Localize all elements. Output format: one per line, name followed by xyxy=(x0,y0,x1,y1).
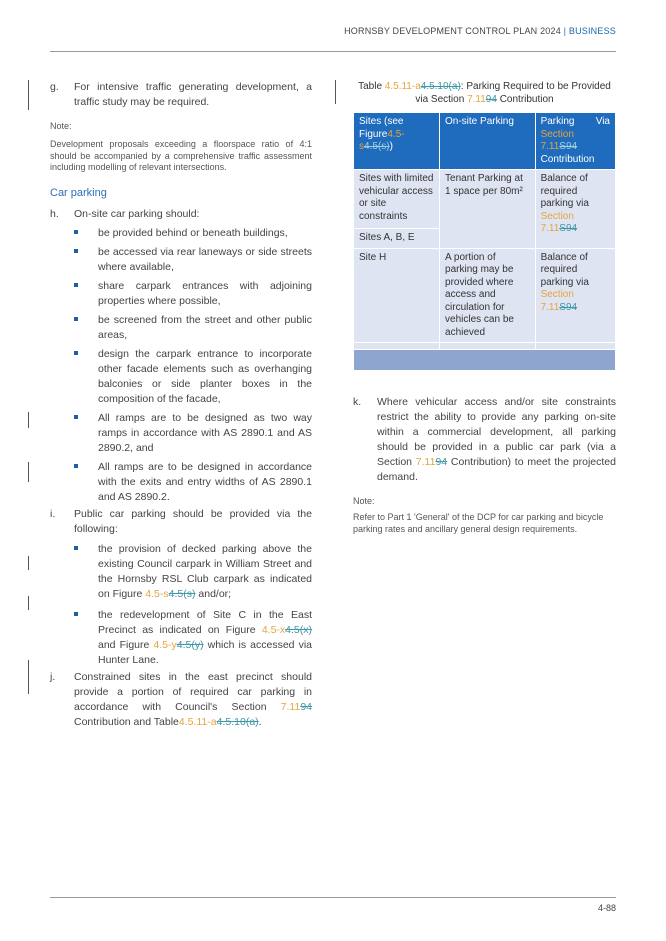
clause-j xyxy=(50,670,312,730)
list-item xyxy=(50,460,312,505)
cell-text: Sites A, B, E xyxy=(359,232,415,243)
table-header-cell xyxy=(535,113,615,170)
deleted-text: 4.5.10(a) xyxy=(216,715,259,728)
text-run: the provision of decked parking above the existing Council carpark in William Street and the Hornsby RSL Club carpark as indicated on Figure xyxy=(98,542,312,600)
inserted-text: 4.5.11-a xyxy=(178,715,217,728)
list-item-text: be provided behind or beneath buildings, xyxy=(98,226,288,239)
deleted-text: S94 xyxy=(559,301,578,313)
table-row xyxy=(354,170,616,249)
bullet-icon xyxy=(74,230,78,234)
text-run: Balance of required parking via xyxy=(540,251,589,288)
clause-h xyxy=(50,207,312,222)
clause-label: g. xyxy=(50,81,59,93)
text-run: Contribution xyxy=(496,94,554,105)
inserted-text: Section 7.11 xyxy=(540,210,574,234)
change-bar xyxy=(28,660,29,694)
list-item xyxy=(50,347,312,407)
clause-text xyxy=(377,395,616,485)
text-run: Sites (see Figure xyxy=(359,116,404,140)
deleted-text: 94 xyxy=(300,700,312,713)
bullet-icon xyxy=(74,415,78,419)
change-bar xyxy=(335,80,336,104)
text-run: Balance of required parking via xyxy=(540,173,589,209)
list-item xyxy=(50,226,312,241)
table-cell: Site H xyxy=(354,248,440,343)
reference-note: Refer to Part 1 'General' of the DCP for car parking and bicycle parking rates and ancillary general design requirements. xyxy=(353,512,604,534)
deleted-text: 4.5(x) xyxy=(285,623,312,636)
change-bar xyxy=(28,556,29,570)
change-bar xyxy=(28,412,29,428)
note-heading: Note: xyxy=(50,121,72,131)
clause-label: i. xyxy=(50,507,56,520)
inserted-text: Section 7.11 xyxy=(540,128,574,152)
text-run: Contribution xyxy=(540,153,595,165)
clause-label: j. xyxy=(50,670,56,683)
bullet-icon xyxy=(74,317,78,321)
inserted-text: 4.5-y xyxy=(153,638,177,651)
inserted-text: Section 7.11 xyxy=(540,289,574,313)
table-footer-row xyxy=(354,350,616,371)
table-row xyxy=(354,343,616,350)
change-bar xyxy=(28,462,29,482)
doc-title: HORNSBY DEVELOPMENT CONTROL PLAN 2024 xyxy=(344,26,561,36)
table-cell: Tenant Parking at 1 space per 80m² xyxy=(440,170,536,249)
inserted-text: 7.11 xyxy=(280,700,301,713)
right-column xyxy=(353,80,616,535)
bullet-icon xyxy=(74,464,78,468)
list-item-text: be accessed via rear laneways or side streets where available, xyxy=(98,245,312,273)
text-run: Parking xyxy=(540,116,575,127)
text-run: Contribution and Table xyxy=(74,715,179,728)
clause-text: For intensive traffic generating development, a traffic study may be required. xyxy=(74,81,312,108)
clause-i xyxy=(50,507,312,537)
text-run: Contribution) to meet the projected demand. xyxy=(377,456,616,483)
table-caption xyxy=(353,80,616,106)
text-run: Constrained sites in the east precinct should provide a portion of required car parking in accordance with Council's Section xyxy=(74,670,312,713)
bullet-list xyxy=(50,226,312,505)
table-cell: A portion of parking may be provided where access and circulation for vehicles can be achieved xyxy=(440,248,536,343)
clause-label: h. xyxy=(50,207,59,220)
clause-text: On-site car parking should: xyxy=(74,207,200,220)
deleted-text: S94 xyxy=(559,223,578,234)
page-header xyxy=(344,26,616,36)
table-cell xyxy=(535,170,615,249)
parking-table xyxy=(353,112,616,371)
bullet-icon xyxy=(74,351,78,355)
note-text: Development proposals exceeding a floorspace ratio of 4:1 should be accompanied by a comprehensive traffic assessment including modelling of relevant intersections. xyxy=(50,139,312,172)
inserted-text: 4.5.11-a xyxy=(384,81,421,92)
inserted-text: 7.11 xyxy=(467,94,486,105)
change-bar xyxy=(28,596,29,610)
table-cell xyxy=(535,248,615,343)
table-row xyxy=(354,248,616,343)
header-section: BUSINESS xyxy=(568,26,616,36)
table-footer-cell xyxy=(354,350,616,371)
inserted-text: 4.5-x xyxy=(261,623,286,636)
deleted-text: 4.5(s) xyxy=(364,141,390,152)
bullet-icon xyxy=(74,612,78,616)
text-run: and Figure xyxy=(98,638,154,651)
clause-text: Public car parking should be provided via the following: xyxy=(74,507,312,535)
deleted-text: 94 xyxy=(485,94,497,105)
list-item-text: be screened from the street and other public areas, xyxy=(98,313,312,341)
inserted-text: 4.5-s xyxy=(359,128,405,152)
clause-k xyxy=(353,395,616,485)
note-heading: Note: xyxy=(353,496,375,506)
page-number: 4-88 xyxy=(597,903,616,913)
list-item xyxy=(50,245,312,275)
cell-text: Sites with limited vehicular access or site constraints xyxy=(354,170,439,229)
bullet-icon xyxy=(74,249,78,253)
deleted-text: S94 xyxy=(559,141,578,152)
section-subheading: Car parking xyxy=(50,186,107,199)
clause-label: k. xyxy=(353,396,362,408)
text-run: Where vehicular access and/or site constraints restrict the ability to provide any parking on-site within a commercial development, all parking should be provided in a public car park (via a Section xyxy=(377,396,616,468)
text-run: . xyxy=(258,715,262,728)
table-cell xyxy=(354,343,440,350)
table-header-cell xyxy=(354,113,440,170)
deleted-text: 4.5(s) xyxy=(168,587,196,600)
table-header-row xyxy=(354,113,616,170)
list-item-text: design the carpark entrance to incorporate other facade elements such as overhanging balconies or side planter boxes in the composition of the facade, xyxy=(98,347,312,405)
list-item xyxy=(50,608,312,668)
table-cell xyxy=(354,170,440,249)
change-bar xyxy=(28,80,29,110)
bullet-icon xyxy=(74,283,78,287)
text-run: Table xyxy=(358,81,385,92)
text-run: and/or; xyxy=(195,587,232,600)
left-column xyxy=(50,80,312,730)
header-rule xyxy=(50,51,616,52)
clause-text xyxy=(74,670,312,730)
table-cell xyxy=(535,343,615,350)
list-item xyxy=(50,542,312,602)
text-run: which is accessed via Hunter Lane. xyxy=(98,638,312,666)
deleted-text: 4.5.10(a) xyxy=(420,81,461,92)
list-item-text: All ramps are to be designed as two way ramps in accordance with AS 2890.1 and AS 2890.2, and xyxy=(98,411,312,454)
inserted-text: 7.11 xyxy=(415,456,436,468)
inserted-text: 4.5-s xyxy=(145,587,169,600)
list-item-text: All ramps are to be designed in accordance with the exits and entry widths of AS 2890.1 and AS 2890.2. xyxy=(98,460,312,503)
bullet-icon xyxy=(74,546,78,550)
text-run: ) xyxy=(389,141,393,152)
table-cell xyxy=(440,343,536,350)
text-run: the redevelopment of Site C in the East Precinct as indicated on Figure xyxy=(98,608,312,636)
list-item xyxy=(50,411,312,456)
table-header-cell: On-site Parking xyxy=(440,113,536,170)
clause-g xyxy=(50,80,312,110)
list-item xyxy=(50,279,312,309)
deleted-text: 4.5(y) xyxy=(176,638,204,651)
header-separator: | xyxy=(563,26,567,36)
list-item-text: share carpark entrances with adjoining properties where possible, xyxy=(98,279,312,307)
list-item xyxy=(50,313,312,343)
text-run: Via xyxy=(595,116,610,127)
footer-rule xyxy=(50,897,616,898)
bullet-list xyxy=(50,542,312,668)
deleted-text: 94 xyxy=(435,456,448,468)
text-run: : Parking Required to be Provided via Section xyxy=(415,81,611,105)
